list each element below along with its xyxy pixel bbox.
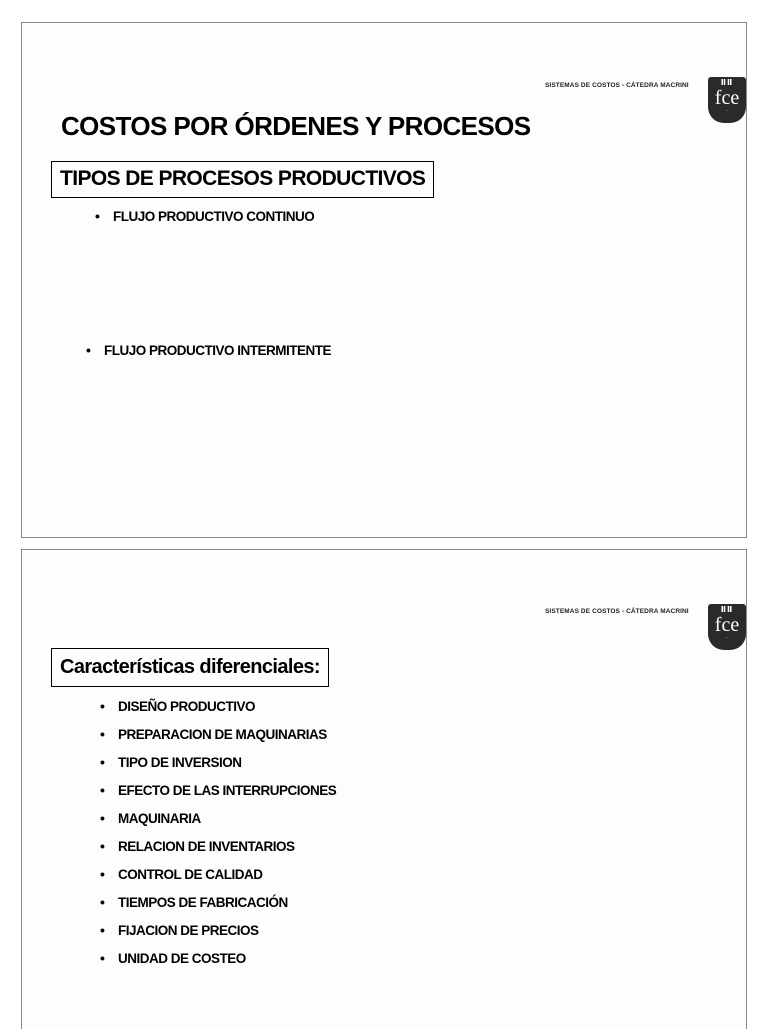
bullet-icon: •	[100, 950, 105, 966]
list-item-label: MAQUINARIA	[118, 811, 201, 826]
logo-text: fce	[714, 614, 740, 636]
list-item-label: RELACION DE INVENTARIOS	[118, 839, 295, 854]
list-item-label: EFECTO DE LAS INTERRUPCIONES	[118, 783, 337, 798]
bullet-label: FLUJO PRODUCTIVO CONTINUO	[113, 209, 315, 224]
characteristics-list	[100, 698, 336, 978]
section-box: Características diferenciales:	[51, 648, 329, 687]
fce-logo	[708, 604, 746, 650]
bullet-icon: •	[95, 208, 100, 224]
fce-logo	[708, 77, 746, 123]
list-item	[100, 810, 336, 838]
bullet-icon: •	[100, 838, 105, 854]
bullet-icon: •	[100, 810, 105, 826]
bullet-icon: •	[100, 922, 105, 938]
bullet-icon: •	[100, 894, 105, 910]
list-item-label: TIEMPOS DE FABRICACIÓN	[118, 895, 288, 910]
list-item-label: PREPARACION DE MAQUINARIAS	[118, 727, 327, 742]
bullet-icon: •	[100, 726, 105, 742]
bullet-item	[95, 208, 314, 224]
logo-subline: —	[725, 108, 729, 112]
list-item	[100, 894, 336, 922]
bullet-icon: •	[100, 698, 105, 714]
logo-emblem-icon	[708, 79, 746, 87]
slide-2	[21, 549, 747, 1029]
logo-text: fce	[714, 87, 740, 109]
list-item	[100, 922, 336, 950]
list-item	[100, 698, 336, 726]
list-item	[100, 838, 336, 866]
bullet-icon: •	[100, 754, 105, 770]
slide-header: SISTEMAS DE COSTOS - CÁTEDRA MACRINI	[545, 82, 689, 89]
bullet-item	[86, 342, 331, 358]
list-item	[100, 782, 336, 810]
slide-1	[21, 22, 747, 538]
list-item-label: TIPO DE INVERSION	[118, 755, 242, 770]
section-box: TIPOS DE PROCESOS PRODUCTIVOS	[51, 161, 434, 198]
list-item	[100, 866, 336, 894]
bullet-label: FLUJO PRODUCTIVO INTERMITENTE	[104, 343, 332, 358]
logo-subline: —	[725, 635, 729, 639]
list-item-label: CONTROL DE CALIDAD	[118, 867, 263, 882]
list-item-label: UNIDAD DE COSTEO	[118, 951, 246, 966]
page-title: COSTOS POR ÓRDENES Y PROCESOS	[61, 111, 531, 141]
slide-header: SISTEMAS DE COSTOS - CÁTEDRA MACRINI	[545, 608, 689, 615]
list-item-label: FIJACION DE PRECIOS	[118, 923, 259, 938]
list-item-label: DISEÑO PRODUCTIVO	[118, 699, 256, 714]
bullet-icon: •	[100, 866, 105, 882]
bullet-icon: •	[100, 782, 105, 798]
list-item	[100, 950, 336, 978]
list-item	[100, 754, 336, 782]
list-item	[100, 726, 336, 754]
bullet-icon: •	[86, 342, 91, 358]
logo-emblem-icon	[708, 606, 746, 614]
